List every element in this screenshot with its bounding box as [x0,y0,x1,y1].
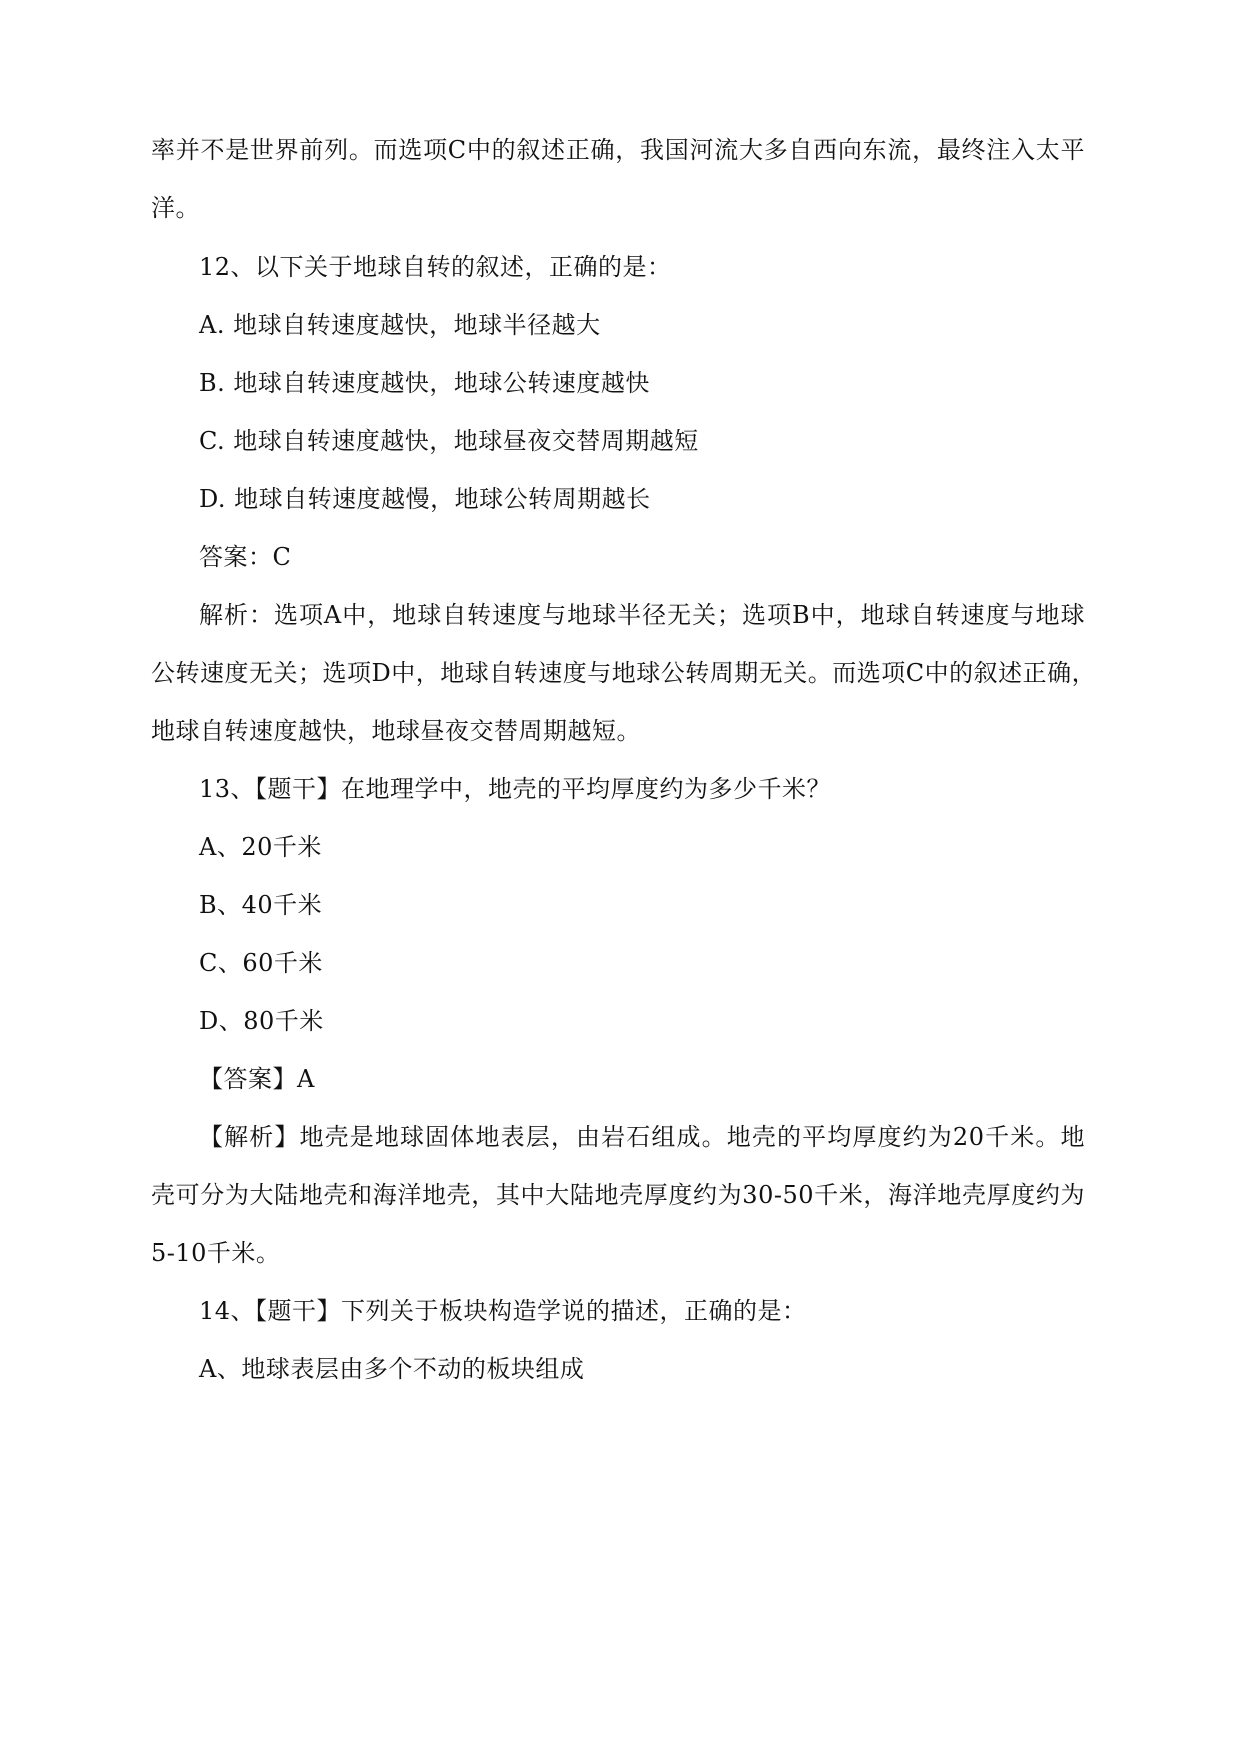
question-12-option-a: A. 地球自转速度越快，地球半径越大 [199,311,601,339]
question-13-option-a: A、20千米 [199,833,322,861]
question-12-stem: 12、以下关于地球自转的叙述，正确的是： [199,253,672,281]
question-13-analysis-line: 壳可分为大陆地壳和海洋地壳，其中大陆地壳厚度约为30-50千米，海洋地壳厚度约为 [151,1181,1085,1209]
question-12-analysis-line: 解析：选项A中，地球自转速度与地球半径无关；选项B中，地球自转速度与地球 [199,601,1085,629]
question-13-stem: 13、【题干】在地理学中，地壳的平均厚度约为多少千米？ [199,775,832,803]
question-13-analysis-line: 【解析】地壳是地球固体地表层，由岩石组成。地壳的平均厚度约为20千米。地 [199,1123,1085,1151]
question-12-option-c: C. 地球自转速度越快，地球昼夜交替周期越短 [199,427,699,455]
paragraph-line: 率并不是世界前列。而选项C中的叙述正确，我国河流大多自西向东流，最终注入太平 [151,136,1085,164]
question-13-analysis-line: 5-10千米。 [151,1239,281,1267]
question-13-answer: 【答案】A [199,1065,315,1093]
question-12-option-d: D. 地球自转速度越慢，地球公转周期越长 [199,485,651,513]
question-12-option-b: B. 地球自转速度越快，地球公转速度越快 [199,369,650,397]
question-12-analysis-line: 公转速度无关；选项D中，地球自转速度与地球公转周期无关。而选项C中的叙述正确， [151,659,1097,687]
question-13-option-b: B、40千米 [199,891,323,919]
question-14-option-a: A、地球表层由多个不动的板块组成 [199,1355,585,1383]
question-13-option-c: C、60千米 [199,949,323,977]
question-13-option-d: D、80千米 [199,1007,324,1035]
question-12-answer: 答案：C [199,543,292,571]
paragraph-line: 洋。 [151,194,200,222]
question-14-stem: 14、【题干】下列关于板块构造学说的描述，正确的是： [199,1297,807,1325]
question-12-analysis-line: 地球自转速度越快，地球昼夜交替周期越短。 [151,717,641,745]
